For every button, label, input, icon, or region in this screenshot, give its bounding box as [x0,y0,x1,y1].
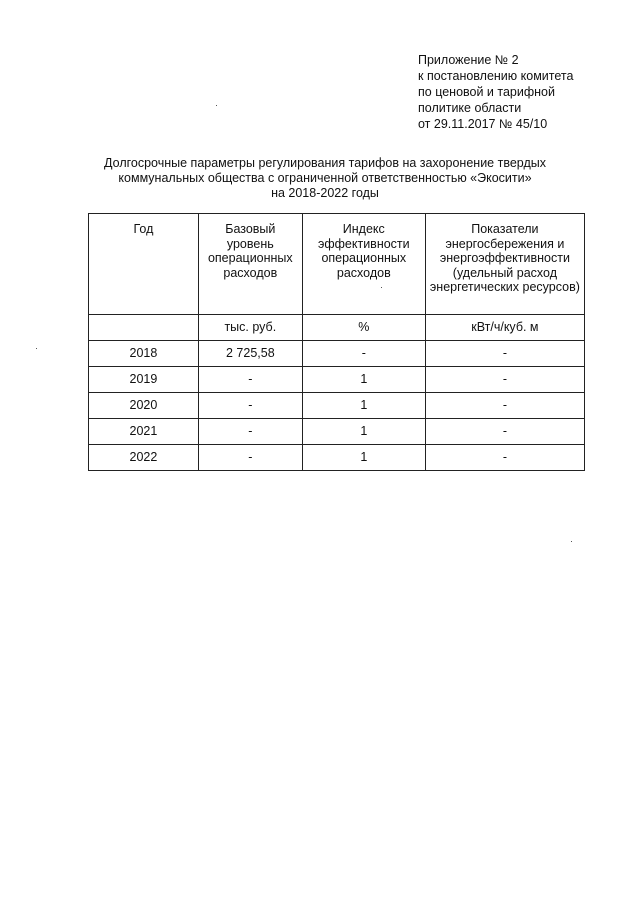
title-line: Долгосрочные параметры регулирования тарифов на захоронение твердых [104,156,546,170]
base-opex-cell: - [198,419,302,445]
table-units-row [89,315,585,341]
efficiency-index-cell: 1 [302,419,425,445]
table-row [89,367,585,393]
unit-cell: кВт/ч/куб. м [425,315,584,341]
year-cell: 2022 [89,445,199,471]
base-opex-cell: - [198,367,302,393]
table-row [89,341,585,367]
year-cell: 2019 [89,367,199,393]
header-year: Год [89,214,199,315]
document-title [60,156,590,201]
energy-indicator-cell: - [425,445,584,471]
scan-speck [381,287,382,288]
appendix-line: Приложение № 2 [418,53,519,67]
table-row [89,419,585,445]
energy-indicator-cell: - [425,367,584,393]
title-line: коммунальных общества с ограниченной ответственностью «Экосити» [118,171,532,185]
appendix-line: политике области [418,101,522,115]
unit-cell: тыс. руб. [198,315,302,341]
scan-speck [36,348,37,349]
year-cell: 2018 [89,341,199,367]
parameters-table [88,213,585,471]
table-row [89,445,585,471]
header-base-opex: Базовый уровень операционных расходов [198,214,302,315]
efficiency-index-cell: 1 [302,393,425,419]
energy-indicator-cell: - [425,419,584,445]
scan-speck [216,105,217,106]
energy-indicator-cell: - [425,393,584,419]
appendix-line: по ценовой и тарифной [418,85,555,99]
unit-cell: % [302,315,425,341]
energy-indicator-cell: - [425,341,584,367]
header-efficiency-index: Индекс эффективности операционных расходов [302,214,425,315]
efficiency-index-cell: - [302,341,425,367]
scan-speck [571,541,572,542]
base-opex-cell: 2 725,58 [198,341,302,367]
appendix-block [418,52,628,132]
header-energy-indicators: Показатели энергосбережения и энергоэффективности (удельный расход энергетических ресурсов) [425,214,584,315]
appendix-date-number: от 29.11.2017 № 45/10 [418,117,548,131]
efficiency-index-cell: 1 [302,367,425,393]
table-row [89,393,585,419]
unit-cell [89,315,199,341]
table-header-row [89,214,585,315]
year-cell: 2020 [89,393,199,419]
appendix-line: к постановлению комитета [418,69,574,83]
base-opex-cell: - [198,393,302,419]
title-line: на 2018-2022 годы [271,186,379,200]
efficiency-index-cell: 1 [302,445,425,471]
base-opex-cell: - [198,445,302,471]
year-cell: 2021 [89,419,199,445]
